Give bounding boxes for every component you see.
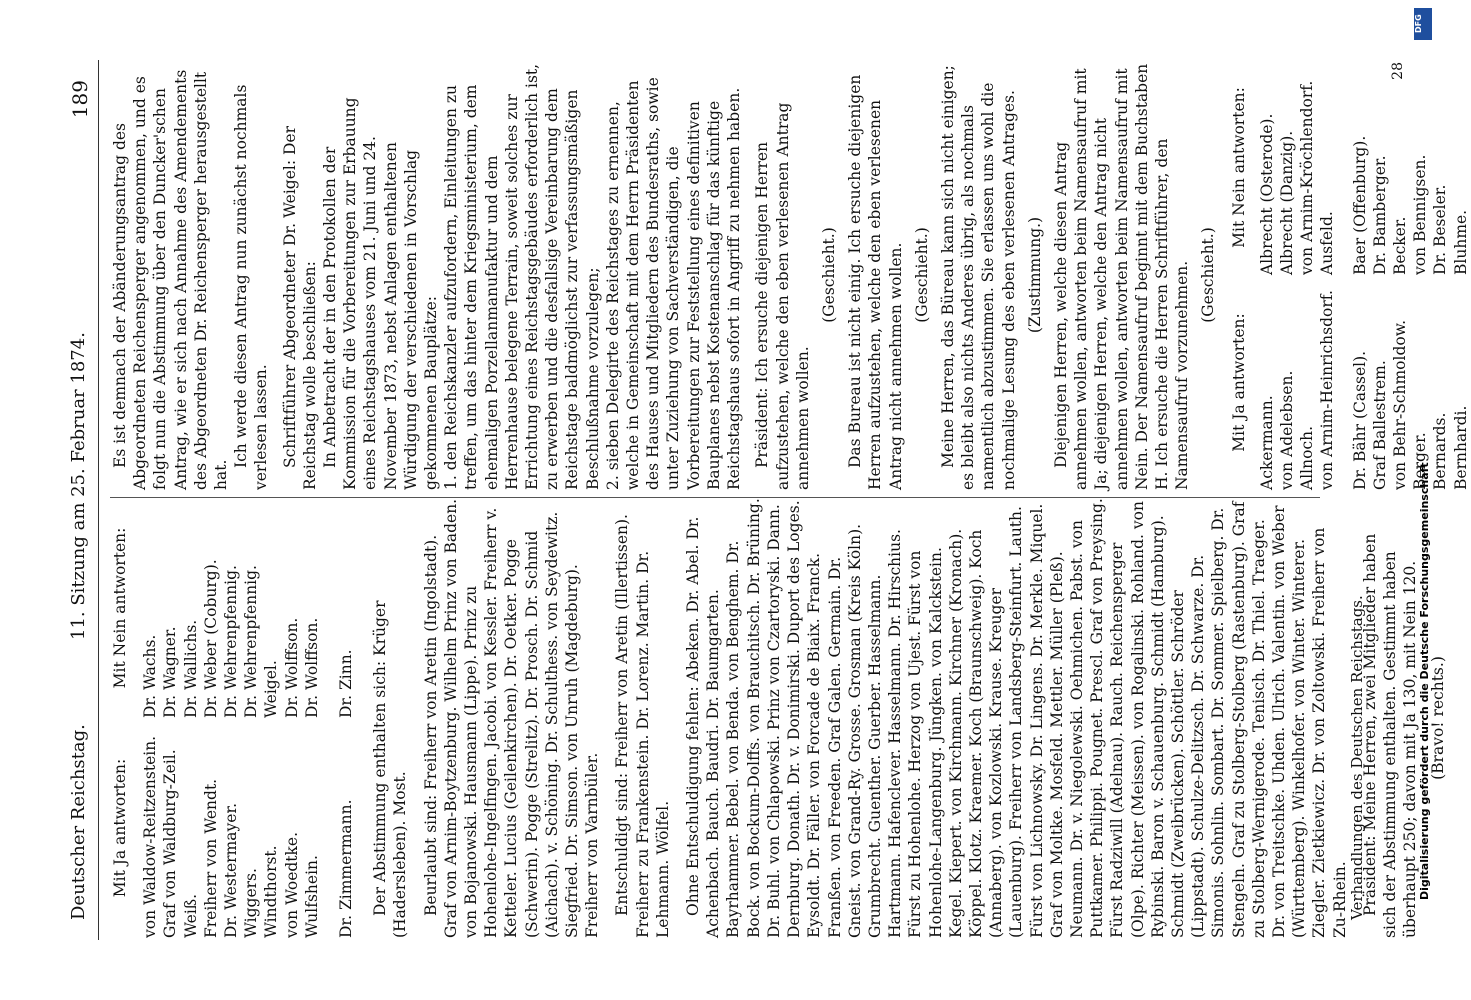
list-item: Dr. Wagner. xyxy=(161,626,180,718)
signature-mark: 28 xyxy=(1390,62,1406,80)
ja-heading: Mit Ja antworten: xyxy=(111,758,129,898)
list-item: Dr. Zinn. xyxy=(337,649,356,718)
vote-headings xyxy=(1229,60,1249,490)
list-item: von Woedtke. xyxy=(282,831,301,938)
list-item: Allnoch. xyxy=(1298,425,1317,490)
column-divider xyxy=(110,497,1320,498)
paragraph: In Anbetracht der in den Protokollen der Kommission für die Vorbereitungen zur Erbauung eines Reichstagshauses vom 21. Juni und 24. November 1873, nebst Anlagen enthaltenen Würdigung der verschiedenen in Vorschlag gekommenen Bauplätze: xyxy=(321,97,441,490)
list-item: Dr. Bähr (Cassel). xyxy=(1350,350,1369,490)
list-item: Dr. Wallichs. xyxy=(181,619,200,718)
list-item: Graf von Waldburg-Zeil. xyxy=(161,749,180,938)
page-footer: Verhandlungen des Deutschen Reichstags. xyxy=(1348,595,1366,920)
list-item: Graf Ballestrem. xyxy=(1370,360,1389,490)
ja-heading: Mit Ja antworten: xyxy=(1229,313,1248,452)
header-left: Deutscher Reichstag. xyxy=(68,724,89,920)
nein-heading: Mit Nein antworten: xyxy=(111,527,129,689)
stage-direction: (Geschieht.) xyxy=(1199,227,1218,323)
stage-direction: (Zustimmung.) xyxy=(1025,216,1044,334)
list-item: Dr. Wehrenpfennig. xyxy=(242,565,261,718)
vote-name-lists xyxy=(140,498,322,938)
list-item: Freiherr von Wendt. xyxy=(201,778,220,938)
zimmermann-row xyxy=(336,498,356,938)
list-item: Ausfeld. xyxy=(1318,211,1337,275)
list-item: Dr. Wehrenpfennig. xyxy=(222,565,241,718)
list-item: von Behr-Schmoldow. xyxy=(1390,319,1409,490)
left-column xyxy=(110,498,1449,938)
ja-list xyxy=(1257,275,1471,490)
list-item: Dr. Beseler. xyxy=(1431,184,1450,275)
paragraph: Es ist demnach der Abänderungsantrag des Abgeordneten Reichensperger angenommen, und es folgt nun die Abstimmung über den Duncker'schen Antrag, wie er sich nach Annahme des Amendements des Abgeordneten Dr. Reichensperger herausgestellt hat. xyxy=(111,69,231,490)
list-item: Windthorst. xyxy=(262,845,281,938)
abstain-paragraph: Der Abstimmung enthalten sich: Krüger (Hadersleben). Most. xyxy=(371,600,410,938)
paragraph: 1. den Reichskanzler aufzufordern, Einleitungen zu treffen, um das hinter dem Kriegsministerium, dem ehemaligen Porzellanmanufaktur und dem Herrenhause belegene Terrain, soweit solches zur Errichtung eines Reichstagsgebäudes erforderlich ist, zu erwerben und die desfallsige Vereinbarung dem Reichstage baldmöglichst zur verfassungsmäßigen Beschlußnahme vorzulegen; xyxy=(442,63,602,490)
list-item: Bernhardi. xyxy=(1451,405,1470,490)
entschuldigt-paragraph: Entschuldigt sind: Freiherr von Aretin (Illertissen). Freiherr zu Frankenstein. Dr. Lorenz. Martin. Dr. Lehmann. Wölfel. xyxy=(613,514,672,938)
nein-heading: Mit Nein antworten: xyxy=(1229,87,1248,248)
stage-direction: (Geschieht.) xyxy=(912,227,931,323)
page-header xyxy=(58,60,99,940)
header-center: 11. Sitzung am 25. Februar 1874. xyxy=(68,332,89,640)
list-item: von Adelebsen. xyxy=(1277,370,1296,490)
paragraph: Präsident: Ich ersuche diejenigen Herren aufzustehen, welche den eben verlesenen Antrag annehmen wollen. xyxy=(753,102,812,490)
paragraph: Schriftführer Abgeordneter Dr. Weigel: Der Reichstag wolle beschließen: xyxy=(280,126,319,490)
paragraph: 2. sieben Delegirte des Reichstages zu ernennen, welche in Gemeinschaft mit dem Herrn Präsidenten des Hauses und Mitgliedern des Bundesraths, sowie unter Zuziehung von Sachverständigen, die Vorbereitungen zur Feststellung eines definitiven Bauplanes nebst Kostenanschlag für das künftige Reichstagshaus sofort in Angriff zu nehmen haben. xyxy=(603,77,744,490)
list-item: von Bennigsen. xyxy=(1411,154,1430,275)
list-item: Albrecht (Danzig). xyxy=(1277,130,1296,275)
list-item: Dr. Weber (Coburg). xyxy=(201,559,220,718)
ohne-entschuldigung-paragraph: Ohne Entschuldigung fehlen: Abeken. Dr. Abel. Dr. Achenbach. Bauch. Baudri. Dr. Baumgarten. Bayrhammer. Bebel. von Benda. von Benghem. Dr. Bock. von Bockum-Dolffs. von Brauchitsch. Dr. Brüning. Dr. Buhl. von Chlapowski. Prinz von Czartoryski. Dann. Dernburg. Donath. Dr. v. Donimirski. Duport des Loges. Eysoldt. Dr. Fäller. von Forcade de Biaix. Franck. Franßen. von Freeden. Graf Galen. Germain. Dr. Gneist. von Grand-Ry. Grosse. Grosman (Kreis Köln). Grumbrecht. Guenther. Guerber. Hasselmann. Hartmann. Hafenclever. Hasselmann. Dr. Hirschius. Fürst zu Hohenlohe. Herzog von Ujest. Fürst von Hohenlohe-Langenburg. Jüngken. von Kalckstein. Kegel. Kiepert. von Kirchmann. Kirchner (Kronach). Köppel. Klotz. Kraemer. Koch (Braunschweig). Koch (Annaberg). von Kozlowski. Krause. Kreuger (Lauenburg). Freiherr von Landsberg-Steinfurt. Lauth. Fürst von Lichnowsky. Dr. Lingens. Dr. Merkle. Miquel. Graf von Moltke. Mosfeld. Mettler. Müller (Pleß). Neumann. Dr. v. Niegolewski. Oehmichen. Pabst. von Puttkamer. Philippi. Pougnet. Prescl. Graf von Preysing. Fürst Radziwill (Adelnau). Rauch. Reichensperger (Olpe). Richter (Meissen). von Rogalinski. Rohland. von Rybinski. Baron v. Schauenburg. Schmidt (Hamburg). Schmidt (Zweibrücken). Schöttler. Schröder (Lippstadt). Schulze-Delitzsch. Dr. Schwarze. Dr. Simonis. Sohnlin. Sombart. Dr. Sommer. Spielberg. Dr. Stengeln. Graf zu Stolberg-Stolberg (Rastenburg). Graf zu Stolberg-Wernigerode. Tenisch. Dr. Thiel. Traeger. Dr. von Treitschke. Uhden. Ulrich. Valentin. von Weber (Württemberg). Winkelhofer. von Winter. Winterer. Ziegler. Zietkiewicz. Dr. von Zoltowski. Freiherr von Zu-Rhein. xyxy=(684,498,1349,938)
list-item: von Arnim-Heinrichsdorf. xyxy=(1318,290,1337,490)
list-item: Dr. Zimmermann. xyxy=(337,799,356,938)
list-item: Dr. Wachs. xyxy=(141,634,160,718)
nein-list xyxy=(1257,60,1471,275)
paragraph: Ich werde diesen Antrag nun zunächst nochmals verlesen lassen. xyxy=(232,84,271,490)
list-item: Wiggers. xyxy=(242,868,261,938)
list-item: Dr. Wolffson. xyxy=(302,617,321,718)
list-item: Becker. xyxy=(1390,216,1409,275)
page-number: 189 xyxy=(68,80,92,119)
list-item: Dr. Westermayer. xyxy=(222,802,241,938)
president-statement: Präsident: Meine Herren, zwei Mitglieder haben sich der Abstimmung enthalten. Gestimmt haben überhaupt 250; davon mit Ja 130, mit Nein 120. xyxy=(1360,533,1420,938)
vote-headings xyxy=(110,498,130,938)
list-item: von Waldow-Reitzenstein. xyxy=(141,735,160,938)
list-item: Albrecht (Osterode). xyxy=(1257,113,1276,275)
nein-list xyxy=(140,498,322,718)
list-item xyxy=(1338,60,1350,275)
right-column xyxy=(110,60,1471,490)
paragraph: Meine Herren, das Büreau kann sich nicht einigen; es bleibt also nichts Anderes übrig, als nochmals namentlich abzustimmen. Sie erlassen uns wohl die nochmalige Lesung des eben verlesenen Antrages. xyxy=(938,65,1018,490)
list-item: Dr. Wolffson. xyxy=(282,617,301,718)
beurlaubt-paragraph: Beurlaubt sind: Freiherr von Aretin (Ingolstadt). Graf von Arnim-Boytzenburg. Wilhelm Prinz von Baden. von Bojanowski. Hausmann (Lippe). Prinz zu Hohenlohe-Ingelfingen. Jacobi. von Kessler. Freiherr v. Ketteler. Lucius (Geilenkirchen). Dr. Oetker. Pogge (Schwerin). Pogge (Strelitz). Dr. Prosch. Dr. Schmid (Aichach). v. Schöning. Dr. Schulthess. von Seydewitz. Siegfried. Dr. Simson. von Unruh (Magdeburg). Freiherr von Varnbüler. xyxy=(421,498,602,938)
list-item: Bernards. xyxy=(1431,412,1450,490)
dfg-funding-note: Digitalisierung gefördert durch die Deutsche Forschungsgemeinschaft xyxy=(1418,462,1431,900)
list-item: Baer (Offenburg). xyxy=(1350,135,1369,275)
list-item xyxy=(1338,275,1350,490)
list-item: Bluhme. xyxy=(1451,209,1470,275)
vote-name-lists xyxy=(1257,60,1471,490)
paragraph: Diejenigen Herren, welche diesen Antrag annehmen wollen, antworten beim Namensaufruf mit Ja; diejenigen Herren, welche den Antrag nicht annehmen wollen, antworten beim Namensaufruf mit Nein. Der Namensaufruf beginnt mit dem Buchstaben H. Ich ersuche die Herren Schriftführer, den Namensaufruf vorzunehmen. xyxy=(1051,63,1192,490)
list-item: Wulfshein. xyxy=(302,855,321,938)
list-item: Dr. Bamberger. xyxy=(1370,155,1389,275)
bravo-remark: (Bravo! rechts.) xyxy=(1429,656,1448,780)
list-item: von Arnim-Kröchlendorf. xyxy=(1298,80,1317,275)
dfg-logo: DFG xyxy=(1414,8,1432,40)
paragraph: Das Bureau ist nicht einig. Ich ersuche diejenigen Herren aufzustehen, welche den eben verlesenen Antrag nicht annehmen wollen. xyxy=(846,74,905,490)
ja-list xyxy=(140,718,322,938)
list-item: Weigel. xyxy=(262,660,281,718)
list-item: Ackermann. xyxy=(1257,395,1276,490)
stage-direction: (Geschieht.) xyxy=(819,227,838,323)
list-item: Weiß. xyxy=(181,893,200,938)
list-item: Berger. xyxy=(1411,432,1430,490)
